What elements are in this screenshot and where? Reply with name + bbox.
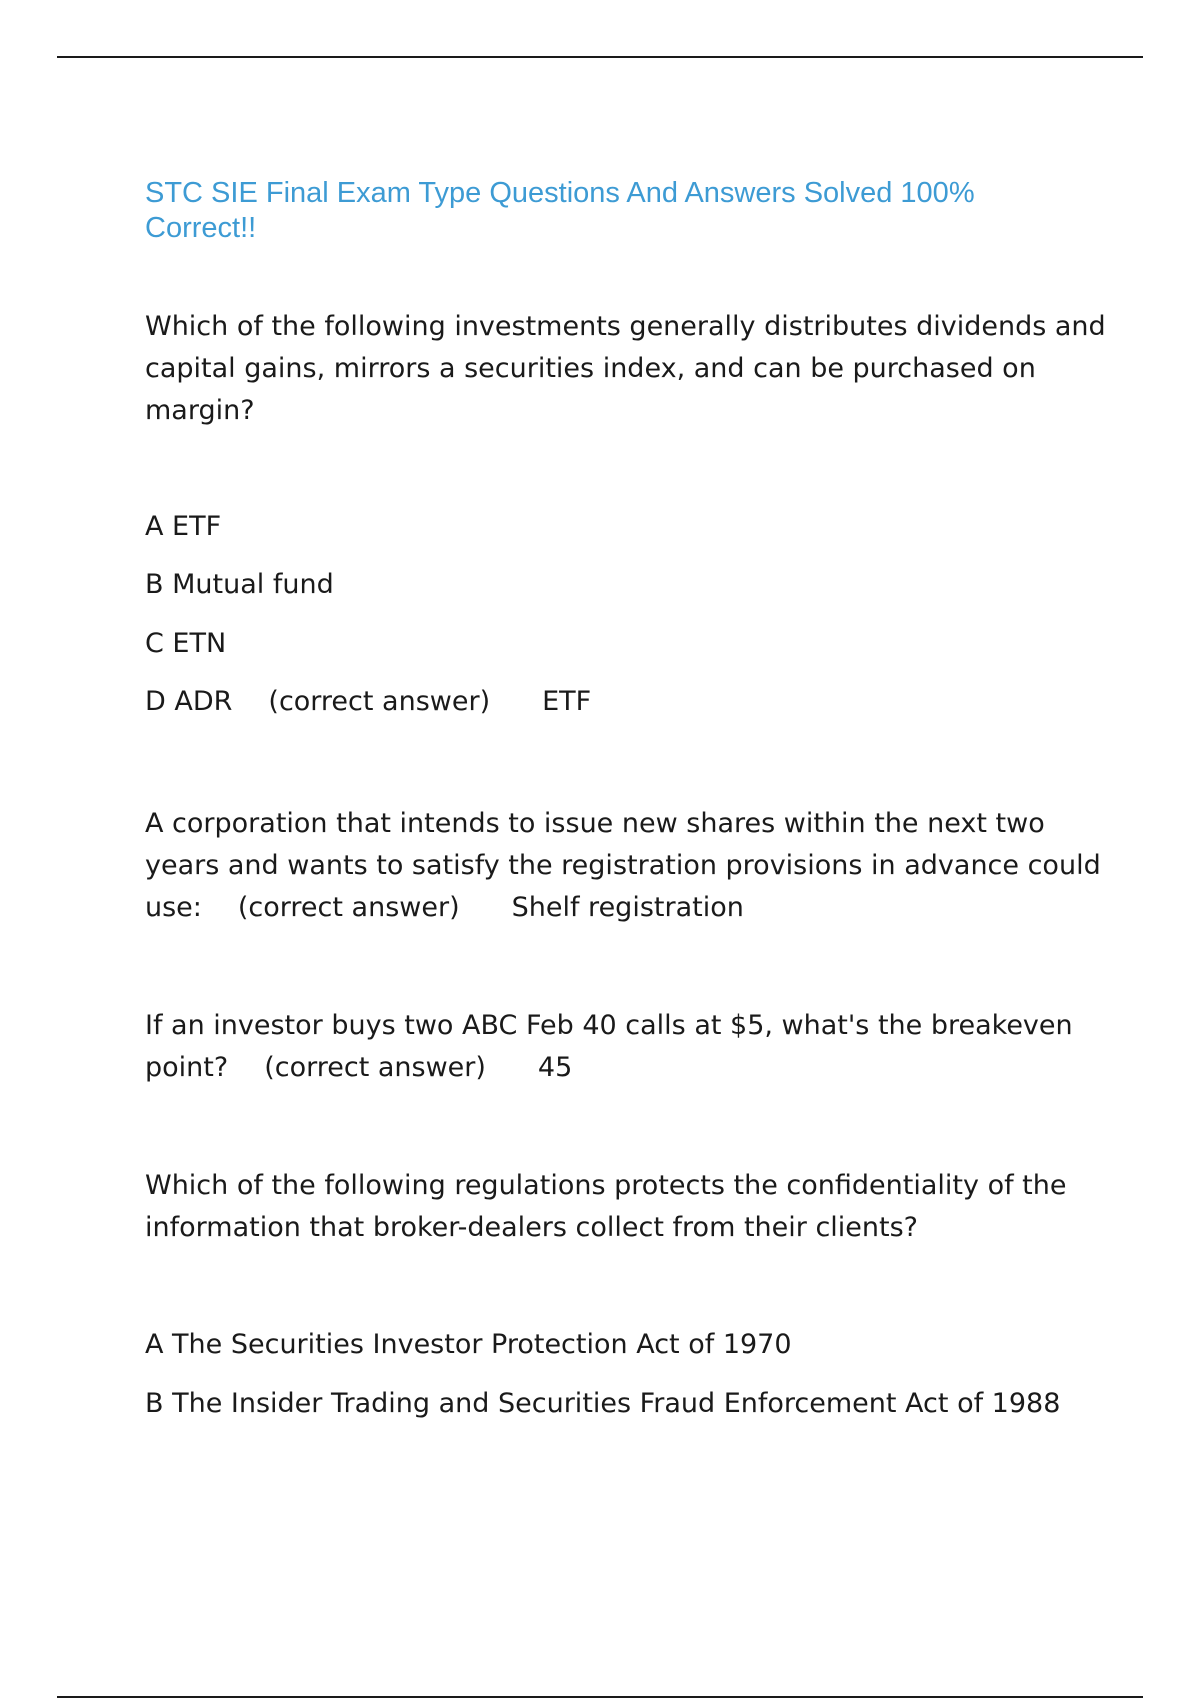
q3-answer-row bbox=[145, 1047, 572, 1089]
q1-option-d-row bbox=[145, 681, 591, 723]
q2-answer: Shelf registration bbox=[511, 892, 744, 923]
q4-option-a: A The Securities Investor Protection Act of 1970 bbox=[145, 1329, 792, 1360]
q1-answer-marker: (correct answer) bbox=[268, 686, 491, 717]
q4-line-2: information that broker-dealers collect from their clients? bbox=[145, 1212, 919, 1243]
footer-rule bbox=[57, 1696, 1143, 1698]
q3-line-1: If an investor buys two ABC Feb 40 calls at $5, what's the breakeven bbox=[145, 1010, 1073, 1041]
q1-line-2: capital gains, mirrors a securities index, and can be purchased on bbox=[145, 353, 1036, 384]
q3-answer-marker: (correct answer) bbox=[264, 1052, 486, 1083]
q2-line-3: use: bbox=[145, 892, 202, 923]
q1-option-c: C ETN bbox=[145, 628, 227, 659]
header-rule bbox=[57, 56, 1143, 58]
q1-line-3: margin? bbox=[145, 395, 255, 426]
q2-answer-marker: (correct answer) bbox=[237, 892, 460, 923]
q2-line-1: A corporation that intends to issue new shares within the next two bbox=[145, 808, 1045, 839]
document-title: STC SIE Final Exam Type Questions And Answers Solved 100% Correct!! bbox=[145, 177, 975, 244]
q1-line-1: Which of the following investments generally distributes dividends and bbox=[145, 311, 1106, 342]
q1-option-a: A ETF bbox=[145, 511, 222, 542]
q4-option-b: B The Insider Trading and Securities Fraud Enforcement Act of 1988 bbox=[145, 1388, 1061, 1419]
q1-option-d: D ADR bbox=[145, 686, 233, 717]
q1-option-b: B Mutual fund bbox=[145, 569, 334, 600]
q4-line-1: Which of the following regulations protects the confidentiality of the bbox=[145, 1170, 1067, 1201]
q1-answer: ETF bbox=[542, 686, 592, 717]
q3-line-2: point? bbox=[145, 1052, 229, 1083]
q2-answer-row bbox=[145, 887, 744, 929]
q2-line-2: years and wants to satisfy the registration provisions in advance could bbox=[145, 850, 1101, 881]
q3-answer: 45 bbox=[537, 1052, 573, 1083]
